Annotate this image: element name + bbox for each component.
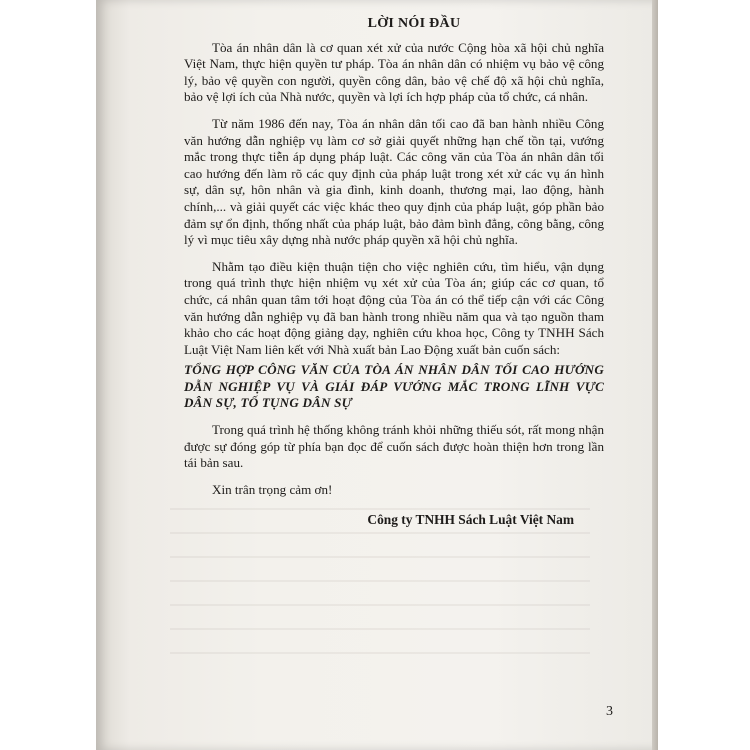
thanks-line: Xin trân trọng cảm ơn! [212,481,333,497]
bleed-through-line [170,604,590,606]
page-content [184,16,604,529]
bleed-through-line [170,556,590,558]
paragraph-history: Từ năm 1986 đến nay, Tòa án nhân dân tối cao đã ban hành nhiều Công văn hướng dẫn nghiệp vụ làm cơ sở giải quyết những hạn chế tồn tại, vướng mắc trong thực tiễn áp dụng pháp luật. Các công văn của Tòa án nhân dân tối cao hướng đến làm rõ các quy định của pháp luật trong xét xử các vụ án hình sự, dân sự, hôn nhân và gia đình, kinh doanh, thương mại, lao động, hành chính,... và giải quyết các việc khác theo quy định của pháp luật, góp phần bảo đảm sự ổn định, thống nhất của pháp luật, bảo đảm bình đẳng, công bằng, công lý vì mục tiêu xây dựng nhà nước pháp quyền xã hội chủ nghĩa. [184,115,604,248]
bleed-through-line [170,628,590,630]
page-edge [652,0,658,750]
signature: Công ty TNHH Sách Luật Việt Nam [367,512,574,528]
paragraph-closing: Trong quá trình hệ thống không tránh khỏi những thiếu sót, rất mong nhận được sự đóng góp từ phía bạn đọc để cuốn sách được hoàn thiện hơn trong lần tái bản sau. [184,422,604,471]
bleed-through-line [170,532,590,534]
bleed-through-line [170,580,590,582]
bleed-through-line [170,652,590,654]
paragraph-purpose: Nhằm tạo điều kiện thuận tiện cho việc nghiên cứu, tìm hiểu, vận dụng trong quá trình thực hiện nhiệm vụ xét xử của Tòa án; giúp các cơ quan, tổ chức, cá nhân quan tâm tới hoạt động của Tòa án có thể tiếp cận với các Công văn hướng dẫn nghiệp vụ đã ban hành trong nhiều năm qua và tạo nguồn tham khảo cho các hoạt động giảng dạy, nghiên cứu khoa học, Công ty TNHH Sách Luật Việt Nam liên kết với Nhà xuất bản Lao Động xuất bản cuốn sách: [184,258,604,357]
paragraph-intro: Tòa án nhân dân là cơ quan xét xử của nước Cộng hòa xã hội chủ nghĩa Việt Nam, thực hiện quyền tư pháp. Tòa án nhân dân có nhiệm vụ bảo vệ công lý, bảo vệ quyền con người, quyền công dân, bảo vệ chế độ xã hội chủ nghĩa, bảo vệ lợi ích của Nhà nước, quyền và lợi ích hợp pháp của tổ chức, cá nhân. [184,39,604,105]
book-title: TỔNG HỢP CÔNG VĂN CỦA TÒA ÁN NHÂN DÂN TỐI CAO HƯỚNG DẪN NGHIỆP VỤ VÀ GIẢI ĐÁP VƯỚNG MẮC TRONG LĨNH VỰC DÂN SỰ, TỐ TỤNG DÂN SỰ [184,362,604,411]
page-heading: LỜI NÓI ĐẦU [367,16,461,31]
page-number: 3 [606,704,613,719]
